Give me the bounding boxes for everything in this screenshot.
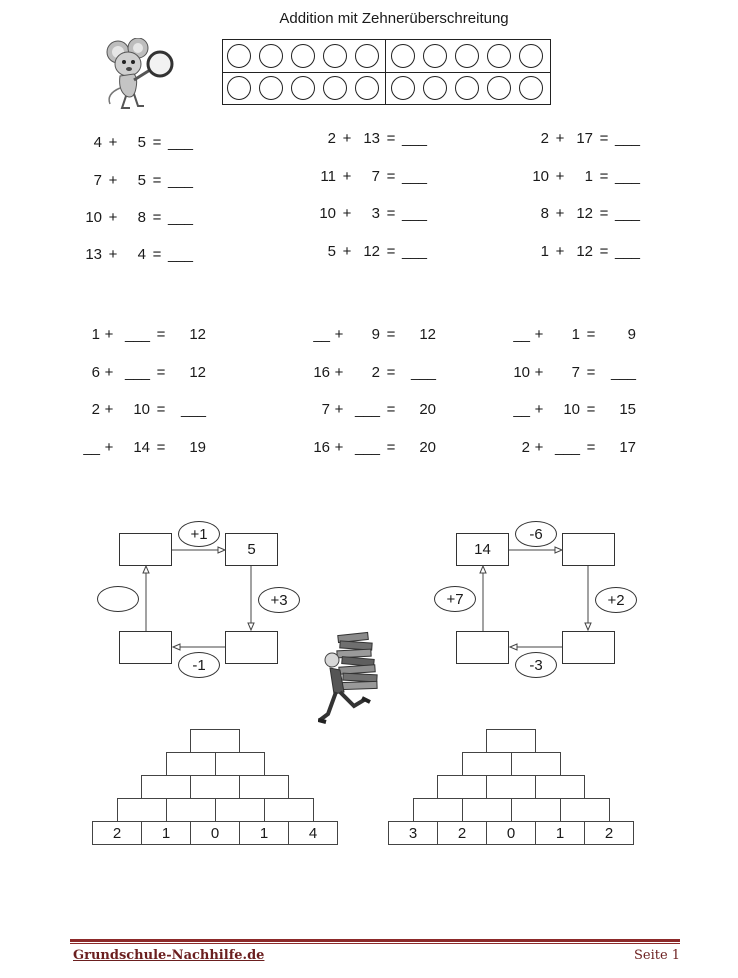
pyramid-left-cell[interactable] [141,775,191,799]
equation-row [306,326,436,343]
term-a: 6 [91,364,100,381]
cycle-right-op-top: -6 [515,521,557,547]
equation-row [506,364,636,381]
ten-frame-circle [355,44,379,68]
term-b: 3 [371,205,380,222]
pyramid-right-cell[interactable] [462,798,512,822]
equation-row [76,209,204,226]
cycle-right-op-left: +7 [434,586,476,612]
footer-rule-thin [70,943,680,944]
term-a: 16 [313,439,330,456]
term-a: 2 [327,130,336,147]
term-a: 7 [93,172,102,189]
plus-sign: + [108,172,118,189]
term-a[interactable]: __ [83,439,100,456]
answer-blank[interactable]: ___ [168,209,194,226]
plus-sign: + [534,364,544,381]
cycle-left-op-right: +3 [258,587,300,613]
pyramid-right-base-cell: 1 [535,821,585,845]
answer-blank[interactable]: ___ [168,134,194,151]
equation-row [523,168,651,185]
term-b: 12 [363,243,380,260]
answer-blank[interactable]: ___ [615,243,641,260]
term-a[interactable]: __ [513,401,530,418]
term-b: 17 [576,130,593,147]
term-result: 17 [619,439,636,456]
answer-blank[interactable]: ___ [402,243,428,260]
equals-sign: = [586,401,596,418]
equation-row [76,246,204,263]
term-a: 2 [521,439,530,456]
term-result: 12 [189,364,206,381]
equation-row [76,364,206,381]
term-result: 20 [419,439,436,456]
ten-frame-circle [391,76,415,100]
equals-sign: = [386,168,396,185]
equation-row [76,172,204,189]
term-b: 10 [133,401,150,418]
answer-blank[interactable]: ___ [168,246,194,263]
equals-sign: = [386,130,396,147]
term-a: 13 [85,246,102,263]
equation-row [76,439,206,456]
term-result: 15 [619,401,636,418]
equals-sign: = [599,243,609,260]
term-a: 7 [321,401,330,418]
term-b[interactable]: ___ [554,439,580,456]
worksheet-title: Addition mit Zehnerüberschreitung [279,10,509,27]
ten-frame-circle [259,76,283,100]
equation-row [306,439,436,456]
ten-frame-circle [227,76,251,100]
plus-sign: + [555,205,565,222]
term-b: 5 [137,172,146,189]
plus-sign: + [334,401,344,418]
ten-frame-circle [423,76,447,100]
cycle-right-box-top-left: 14 [456,533,509,566]
term-b: 5 [137,134,146,151]
plus-sign: + [104,439,114,456]
pyramid-left-base-cell: 1 [239,821,289,845]
equals-sign: = [152,134,162,151]
plus-sign: + [555,130,565,147]
plus-sign: + [334,326,344,343]
term-a: 5 [327,243,336,260]
term-b: 12 [576,243,593,260]
term-b: 1 [571,326,580,343]
answer-blank[interactable]: ___ [168,172,194,189]
plus-sign: + [104,401,114,418]
cycle-left-box-top-right: 5 [225,533,278,566]
equation-row [523,205,651,222]
ten-frame-circle [227,44,251,68]
term-b: 8 [137,209,146,226]
equation-row [76,134,204,151]
pyramid-right-base-cell: 0 [486,821,536,845]
ten-frame-circle [291,76,315,100]
cycle-right-op-right: +2 [595,587,637,613]
ten-frame-circle [455,76,479,100]
equals-sign: = [586,439,596,456]
equation-row [506,326,636,343]
equals-sign: = [386,439,396,456]
term-b: 9 [371,326,380,343]
plus-sign: + [334,364,344,381]
pyramid-left-cell[interactable] [215,752,265,776]
equals-sign: = [156,401,166,418]
term-result: 19 [189,439,206,456]
equals-sign: = [386,401,396,418]
answer-blank[interactable]: ___ [615,130,641,147]
ten-frame-circle [519,76,543,100]
equals-sign: = [386,364,396,381]
term-a[interactable]: __ [513,326,530,343]
pyramid-right-base-cell: 2 [437,821,487,845]
term-b: 7 [371,168,380,185]
term-b: 4 [137,246,146,263]
term-result[interactable]: ___ [180,401,206,418]
pyramid-right-cell[interactable] [511,798,561,822]
term-b[interactable]: ___ [124,326,150,343]
cycle-left-op-bottom: -1 [178,652,220,678]
pyramid-right-cell[interactable] [413,798,463,822]
equals-sign: = [586,326,596,343]
term-a: 10 [513,364,530,381]
pyramid-right-cell[interactable] [486,729,536,753]
term-a: 4 [93,134,102,151]
equals-sign: = [152,172,162,189]
equation-row [523,243,651,260]
term-result[interactable]: ___ [410,364,436,381]
term-result[interactable]: ___ [610,364,636,381]
equation-row [310,130,438,147]
plus-sign: + [104,364,114,381]
pyramid-left-base-cell: 2 [92,821,142,845]
man-carrying-books-icon [318,630,390,732]
term-a: 10 [85,209,102,226]
equals-sign: = [599,168,609,185]
term-b: 7 [571,364,580,381]
equation-row [506,401,636,418]
term-a: 2 [540,130,549,147]
answer-blank[interactable]: ___ [402,168,428,185]
equals-sign: = [599,130,609,147]
equals-sign: = [152,209,162,226]
pyramid-left-cell[interactable] [190,775,240,799]
ten-frame-circle [455,44,479,68]
term-b: 10 [563,401,580,418]
answer-blank[interactable]: ___ [615,168,641,185]
equals-sign: = [156,326,166,343]
term-a: 1 [91,326,100,343]
term-a: 10 [532,168,549,185]
ten-frame-row-divider [223,72,550,73]
plus-sign: + [534,439,544,456]
plus-sign: + [108,209,118,226]
equation-row [310,168,438,185]
equation-row [306,364,436,381]
plus-sign: + [342,243,352,260]
ten-frame-circle [487,44,511,68]
term-a: 10 [319,205,336,222]
equals-sign: = [386,205,396,222]
ten-frame-circle [519,44,543,68]
cycle-left-op-top: +1 [178,521,220,547]
plus-sign: + [555,243,565,260]
equals-sign: = [152,246,162,263]
answer-blank[interactable]: ___ [615,205,641,222]
pyramid-right-base-cell: 2 [584,821,634,845]
plus-sign: + [555,168,565,185]
term-a: 8 [540,205,549,222]
mouse-magnifier-icon [100,38,184,112]
ten-frame-circle [323,44,347,68]
pyramid-left-base-cell: 1 [141,821,191,845]
term-result: 12 [419,326,436,343]
pyramid-left-cell[interactable] [190,729,240,753]
ten-frame-circle [487,76,511,100]
ten-frame-circle [259,44,283,68]
term-b: 13 [363,130,380,147]
pyramid-left-cell[interactable] [239,775,289,799]
plus-sign: + [342,130,352,147]
pyramid-right-cell[interactable] [511,752,561,776]
plus-sign: + [342,168,352,185]
cycle-left-op-left[interactable] [97,586,139,612]
plus-sign: + [342,205,352,222]
pyramid-left-cell[interactable] [215,798,265,822]
footer-page-number: Seite 1 [634,948,681,963]
term-a: 16 [313,364,330,381]
equation-row [523,130,651,147]
equation-row [306,401,436,418]
equals-sign: = [599,205,609,222]
plus-sign: + [334,439,344,456]
equals-sign: = [586,364,596,381]
term-b: 1 [584,168,593,185]
ten-frame-circle [355,76,379,100]
equals-sign: = [386,243,396,260]
plus-sign: + [534,401,544,418]
term-a: 11 [320,168,336,185]
term-b[interactable]: ___ [354,401,380,418]
equation-row [310,205,438,222]
pyramid-right-cell[interactable] [462,752,512,776]
term-b: 2 [371,364,380,381]
term-a: 1 [540,243,549,260]
pyramid-left-base-cell: 0 [190,821,240,845]
equation-row [310,243,438,260]
term-b[interactable]: ___ [354,439,380,456]
ten-frame-circle [291,44,315,68]
answer-blank[interactable]: ___ [402,130,428,147]
term-b: 14 [133,439,150,456]
ten-frame-circle [323,76,347,100]
plus-sign: + [108,246,118,263]
term-a: 2 [91,401,100,418]
pyramid-left-cell[interactable] [166,798,216,822]
footer-site-link[interactable]: Grundschule-Nachhilfe.de [73,948,265,963]
pyramid-right-base-cell: 3 [388,821,438,845]
pyramid-right-cell[interactable] [486,775,536,799]
equation-row [76,326,206,343]
equals-sign: = [156,364,166,381]
term-b: 12 [576,205,593,222]
equals-sign: = [156,439,166,456]
ten-frame [222,39,551,105]
cycle-right-op-bottom: -3 [515,652,557,678]
plus-sign: + [534,326,544,343]
pyramid-right-cell[interactable] [560,798,610,822]
ten-frame-column-divider [385,40,386,104]
ten-frame-circle [423,44,447,68]
ten-frame-circle [391,44,415,68]
term-result: 9 [627,326,636,343]
plus-sign: + [104,326,114,343]
term-result: 20 [419,401,436,418]
pyramid-left-cell[interactable] [264,798,314,822]
term-a[interactable]: __ [313,326,330,343]
pyramid-left-cell[interactable] [117,798,167,822]
pyramid-left-cell[interactable] [166,752,216,776]
equals-sign: = [386,326,396,343]
footer-rule [70,939,680,942]
equation-row [506,439,636,456]
plus-sign: + [108,134,118,151]
pyramid-right-cell[interactable] [437,775,487,799]
pyramid-right-cell[interactable] [535,775,585,799]
answer-blank[interactable]: ___ [402,205,428,222]
pyramid-left-base-cell: 4 [288,821,338,845]
equation-row [76,401,206,418]
term-b[interactable]: ___ [124,364,150,381]
term-result: 12 [189,326,206,343]
